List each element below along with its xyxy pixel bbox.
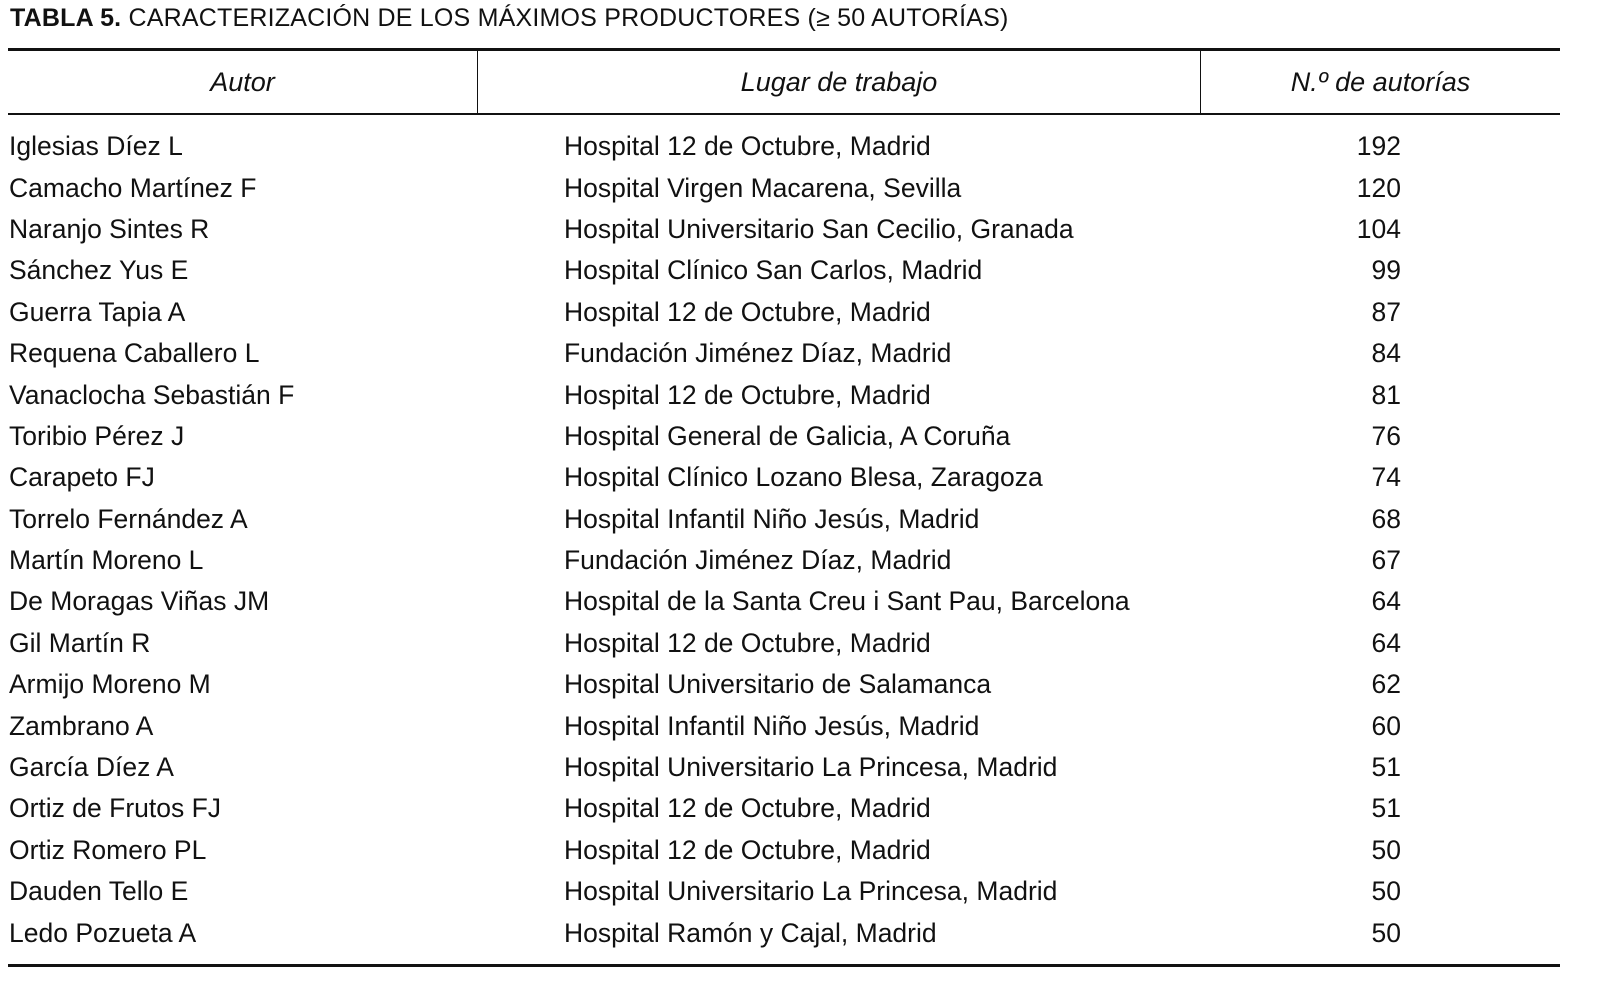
cell-num: 99 xyxy=(1371,255,1401,286)
table-row xyxy=(8,374,1560,415)
table-header xyxy=(8,51,1560,113)
cell-lugar: Hospital Universitario La Princesa, Madrid xyxy=(564,752,1058,783)
cell-autor: García Díez A xyxy=(9,752,174,783)
cell-lugar: Hospital Clínico Lozano Blesa, Zaragoza xyxy=(564,462,1043,493)
table-row xyxy=(8,871,1560,912)
cell-num: 68 xyxy=(1371,503,1401,534)
cell-autor: Ortiz de Frutos FJ xyxy=(9,793,222,824)
table-row xyxy=(8,830,1560,871)
table-row xyxy=(8,126,1560,167)
cell-num: 84 xyxy=(1371,338,1401,369)
cell-autor: Carapeto FJ xyxy=(9,462,155,493)
cell-autor: Vanaclocha Sebastián F xyxy=(9,379,295,410)
cell-num: 51 xyxy=(1371,752,1401,783)
cell-autor: Zambrano A xyxy=(9,710,154,741)
table-row xyxy=(8,540,1560,581)
table-row xyxy=(8,457,1560,498)
cell-num: 76 xyxy=(1371,420,1401,451)
table-row xyxy=(8,912,1560,953)
cell-autor: Torrelo Fernández A xyxy=(9,503,248,534)
cell-autor: Armijo Moreno M xyxy=(9,669,211,700)
cell-autor: Requena Caballero L xyxy=(9,338,260,369)
cell-num: 64 xyxy=(1371,586,1401,617)
cell-lugar: Hospital 12 de Octubre, Madrid xyxy=(564,793,931,824)
table-row xyxy=(8,664,1560,705)
cell-lugar: Hospital Ramón y Cajal, Madrid xyxy=(564,917,937,948)
cell-lugar: Fundación Jiménez Díaz, Madrid xyxy=(564,338,952,369)
cell-num: 67 xyxy=(1371,545,1401,576)
table-row xyxy=(8,167,1560,208)
table-caption-title: CARACTERIZACIÓN DE LOS MÁXIMOS PRODUCTORES (≥ 50 AUTORÍAS) xyxy=(128,4,1009,32)
cell-lugar: Hospital Universitario de Salamanca xyxy=(564,669,992,700)
cell-lugar: Hospital 12 de Octubre, Madrid xyxy=(564,834,931,865)
table-row xyxy=(8,499,1560,540)
table-caption xyxy=(10,2,1009,34)
cell-num: 192 xyxy=(1356,131,1401,162)
cell-num: 64 xyxy=(1371,627,1401,658)
table-row xyxy=(8,705,1560,746)
cell-num: 50 xyxy=(1371,834,1401,865)
header-autor: Autor xyxy=(8,51,478,113)
table-row xyxy=(8,209,1560,250)
cell-autor: Iglesias Díez L xyxy=(9,131,183,162)
cell-autor: Ledo Pozueta A xyxy=(9,917,197,948)
table-row xyxy=(8,581,1560,622)
cell-autor: Sánchez Yus E xyxy=(9,255,189,286)
cell-lugar: Hospital 12 de Octubre, Madrid xyxy=(564,296,931,327)
cell-lugar: Hospital Virgen Macarena, Sevilla xyxy=(564,172,962,203)
cell-autor: Naranjo Sintes R xyxy=(9,213,210,244)
cell-lugar: Hospital de la Santa Creu i Sant Pau, Barcelona xyxy=(564,586,1130,617)
cell-autor: Martín Moreno L xyxy=(9,545,204,576)
table-row xyxy=(8,788,1560,829)
cell-lugar: Hospital 12 de Octubre, Madrid xyxy=(564,379,931,410)
cell-num: 50 xyxy=(1371,917,1401,948)
cell-lugar: Hospital 12 de Octubre, Madrid xyxy=(564,627,931,658)
cell-num: 62 xyxy=(1371,669,1401,700)
cell-lugar: Hospital Clínico San Carlos, Madrid xyxy=(564,255,983,286)
cell-num: 51 xyxy=(1371,793,1401,824)
cell-num: 50 xyxy=(1371,876,1401,907)
table-row xyxy=(8,623,1560,664)
cell-num: 81 xyxy=(1371,379,1401,410)
cell-lugar: Hospital Infantil Niño Jesús, Madrid xyxy=(564,710,980,741)
cell-num: 87 xyxy=(1371,296,1401,327)
table-header-rule xyxy=(8,113,1560,115)
cell-num: 74 xyxy=(1371,462,1401,493)
table-row xyxy=(8,747,1560,788)
header-numero-autorias: N.º de autorías xyxy=(1290,67,1471,97)
document-page xyxy=(8,0,1560,1008)
table-row xyxy=(8,250,1560,291)
cell-num: 104 xyxy=(1356,213,1401,244)
cell-lugar: Hospital Universitario San Cecilio, Granada xyxy=(564,213,1074,244)
cell-autor: Toribio Pérez J xyxy=(9,420,185,451)
cell-autor: Camacho Martínez F xyxy=(9,172,257,203)
cell-lugar: Hospital General de Galicia, A Coruña xyxy=(564,420,1011,451)
cell-lugar: Hospital 12 de Octubre, Madrid xyxy=(564,131,931,162)
cell-autor: De Moragas Viñas JM xyxy=(9,586,270,617)
cell-autor: Dauden Tello E xyxy=(9,876,189,907)
cell-autor: Guerra Tapia A xyxy=(9,296,186,327)
table-row xyxy=(8,416,1560,457)
table-bottom-rule xyxy=(8,964,1560,967)
cell-num: 120 xyxy=(1356,172,1401,203)
cell-lugar: Hospital Infantil Niño Jesús, Madrid xyxy=(564,503,980,534)
cell-num: 60 xyxy=(1371,710,1401,741)
cell-lugar: Hospital Universitario La Princesa, Madrid xyxy=(564,876,1058,907)
cell-lugar: Fundación Jiménez Díaz, Madrid xyxy=(564,545,952,576)
header-lugar-de-trabajo: Lugar de trabajo xyxy=(478,51,1201,113)
table-row xyxy=(8,292,1560,333)
cell-autor: Ortiz Romero PL xyxy=(9,834,207,865)
table-row xyxy=(8,333,1560,374)
table-caption-label: TABLA 5. xyxy=(10,4,122,32)
table-body xyxy=(8,126,1560,954)
cell-autor: Gil Martín R xyxy=(9,627,151,658)
